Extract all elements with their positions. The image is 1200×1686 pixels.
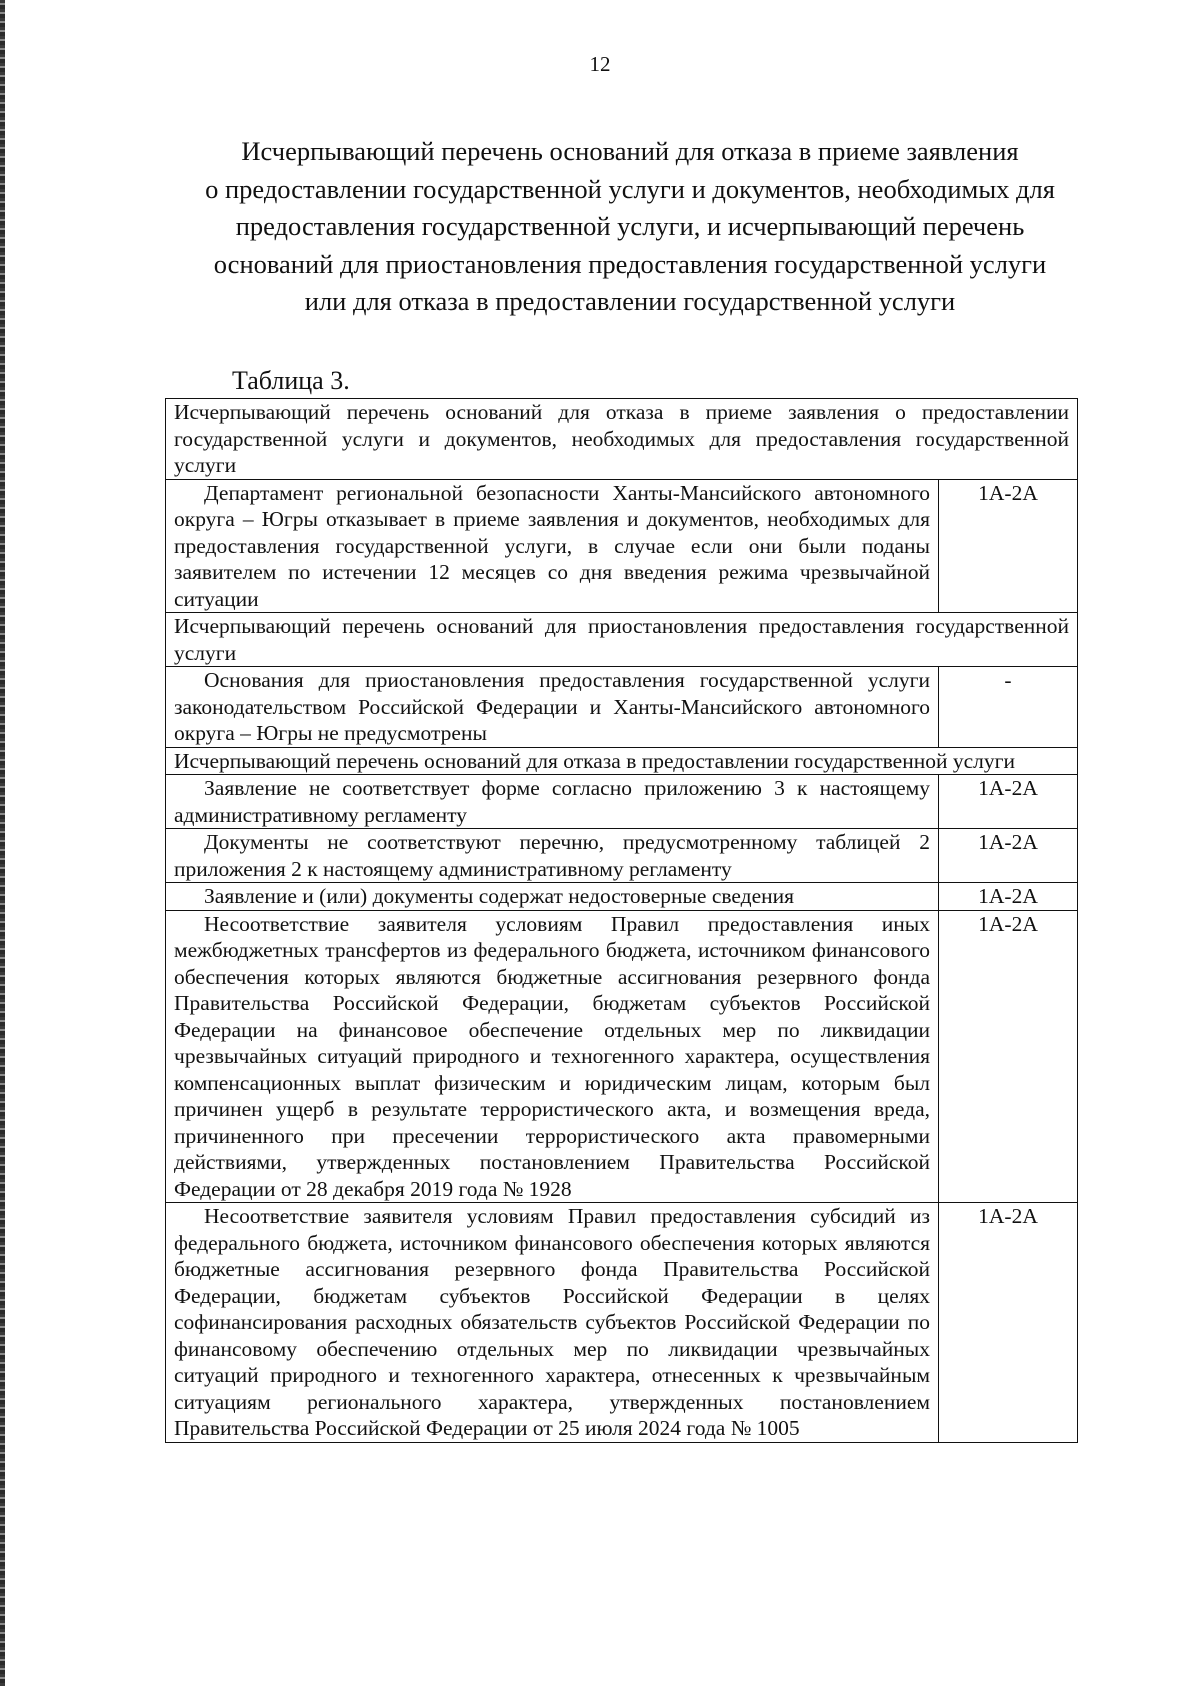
ground-code: 1А-2А	[939, 883, 1078, 911]
ground-code: 1А-2А	[939, 910, 1078, 1203]
table-row	[166, 1203, 1078, 1443]
grounds-table	[165, 398, 1078, 1443]
table-row	[166, 667, 1078, 748]
table-row	[166, 883, 1078, 911]
table-row	[166, 775, 1078, 829]
table-caption: Таблица 3.	[232, 366, 350, 395]
ground-code: -	[939, 667, 1078, 748]
heading-line: Исчерпывающий перечень оснований для отказа в приеме заявления	[241, 136, 1019, 166]
scan-edge	[0, 0, 5, 1686]
table-row	[166, 829, 1078, 883]
section-header-row	[166, 399, 1078, 480]
ground-text: Заявление и (или) документы содержат недостоверные сведения	[166, 883, 939, 911]
section-header-row	[166, 747, 1078, 775]
ground-text: Заявление не соответствует форме согласно приложению 3 к настоящему административному регламенту	[166, 775, 939, 829]
ground-code: 1А-2А	[939, 829, 1078, 883]
table-row	[166, 479, 1078, 613]
ground-text: Несоответствие заявителя условиям Правил предоставления субсидий из федерального бюджета, источником финансового обеспечения которых являются бюджетные ассигнования резервного фонда Правительства Российской Федерации, бюджетам субъектов Российской Федерации в целях софинансирования расходных обязательств субъектов Российской Федерации по финансовому обеспечению отдельных мер по ликвидации чрезвычайных ситуаций природного и техногенного характера, отнесенных к чрезвычайным ситуациям регионального характера, утвержденных постановлением Правительства Российской Федерации от 25 июля 2024 года № 1005	[166, 1203, 939, 1443]
ground-text: Несоответствие заявителя условиям Правил предоставления иных межбюджетных трансфертов из федерального бюджета, источником финансового обеспечения которых являются бюджетные ассигнования резервного фонда Правительства Российской Федерации, бюджетам субъектов Российской Федерации на финансовое обеспечение отдельных мер по ликвидации чрезвычайных ситуаций природного и техногенного характера, осуществления компенсационных выплат физическим и юридическим лицам, которым был причинен ущерб в результате террористического акта, и возмещения вреда, причиненного при пресечении террористического акта правомерными действиями, утвержденных постановлением Правительства Российской Федерации от 28 декабря 2019 года № 1928	[166, 910, 939, 1203]
ground-text: Документы не соответствуют перечню, предусмотренному таблицей 2 приложения 2 к настоящему административному регламенту	[166, 829, 939, 883]
heading-line: оснований для приостановления предоставления государственной услуги	[213, 248, 1047, 279]
ground-code: 1А-2А	[939, 1203, 1078, 1443]
page-number: 12	[589, 52, 611, 76]
section-title: Исчерпывающий перечень оснований для приостановления предоставления государственной услуги	[166, 613, 1078, 667]
ground-code: 1А-2А	[939, 775, 1078, 829]
ground-text: Основания для приостановления предоставления государственной услуги законодательством Российской Федерации и Ханты-Мансийского автономного округа – Югры не предусмотрены	[166, 667, 939, 748]
heading-line: или для отказа в предоставлении государственной услуги	[304, 286, 956, 316]
table-row	[166, 910, 1078, 1203]
heading-line: предоставления государственной услуги, и исчерпывающий перечень	[235, 211, 1025, 241]
ground-text: Департамент региональной безопасности Ханты-Мансийского автономного округа – Югры отказывает в приеме заявления и документов, необходимых для предоставления государственной услуги, в случае если они были поданы заявителем по истечении 12 месяцев со дня введения режима чрезвычайной ситуации	[166, 479, 939, 613]
section-title: Исчерпывающий перечень оснований для отказа в приеме заявления о предоставлении государственной услуги и документов, необходимых для предоставления государственной услуги	[166, 399, 1078, 480]
document-heading	[160, 133, 1100, 321]
section-header-row	[166, 613, 1078, 667]
section-title: Исчерпывающий перечень оснований для отказа в предоставлении государственной услуги	[166, 747, 1078, 775]
heading-line: о предоставлении государственной услуги и документов, необходимых для	[205, 173, 1055, 204]
ground-code: 1А-2А	[939, 479, 1078, 613]
